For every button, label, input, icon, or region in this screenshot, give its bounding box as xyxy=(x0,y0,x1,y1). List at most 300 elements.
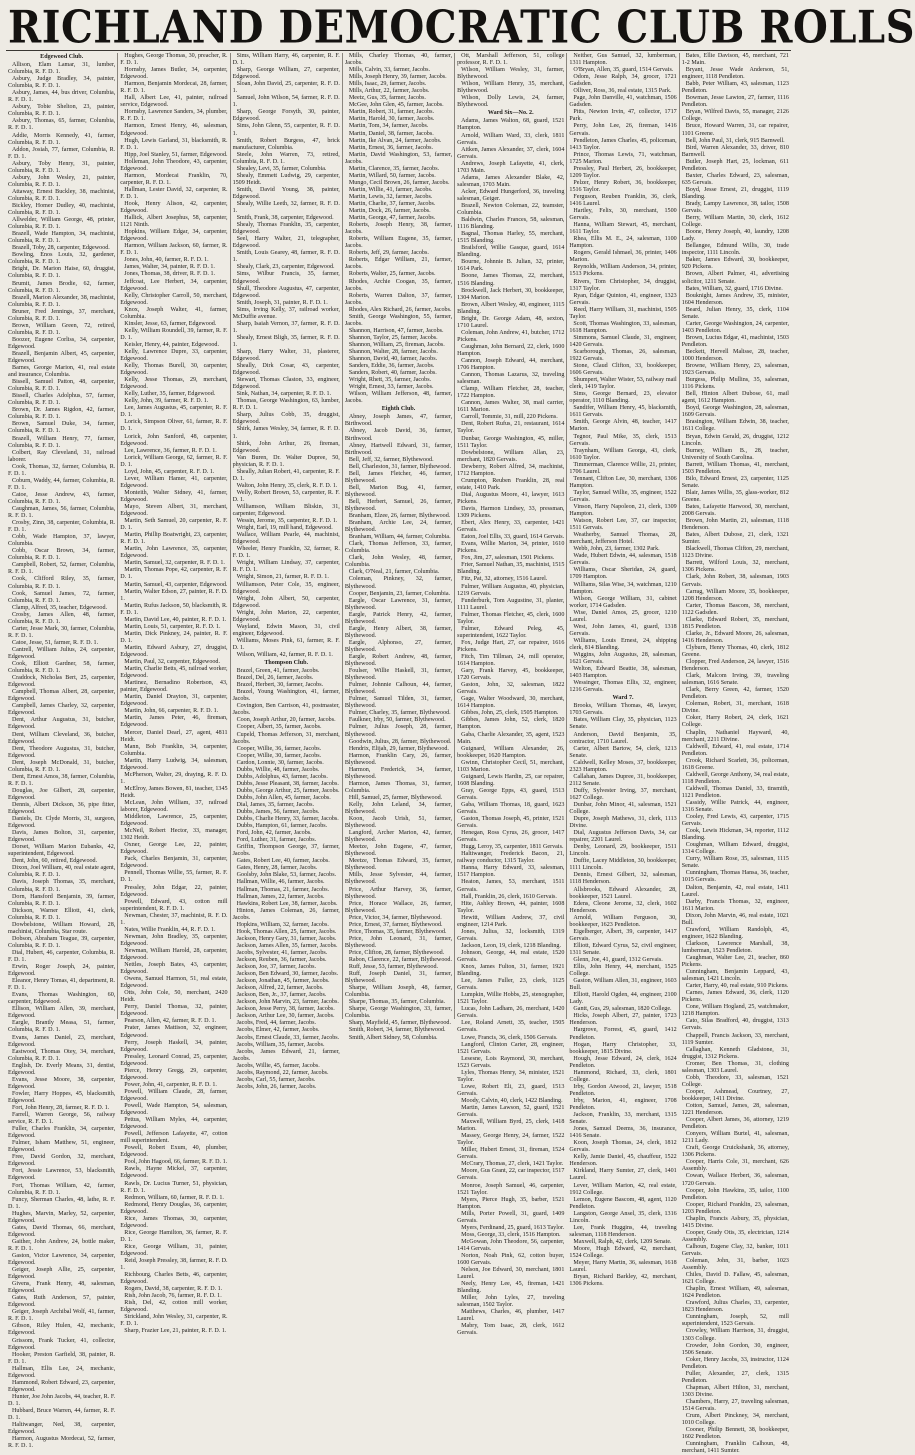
roll-entry: Griffin, Thompson George, 37, farmer, Jacobs. xyxy=(232,844,340,858)
roll-entry: Redmond, Henry Douglas, 36, carpenter, Edgewood. xyxy=(120,1201,228,1215)
roll-entry: Simmons, Samuel Claude, 31, engineer, 1420 Gervais. xyxy=(569,334,677,348)
roll-entry: Dowbelstone, William Allan, 23, merchant, 1820 Gervais. xyxy=(457,449,565,463)
roll-entry: Ruff, Joseph Daniel, 31, farmer, Blythewood. xyxy=(344,971,453,985)
roll-entry: Lee, Lawrence, 36, farmer, R. F. D. 1. xyxy=(124,447,217,454)
roll-entry: Cato, Silas Bradford, 40, druggist, 1313 Gervais. xyxy=(681,1018,789,1032)
roll-entry: Harmon, Franklin Cary, 26, farmer, Blythewood. xyxy=(344,752,453,766)
roll-entry: Bouknight, James Andrew, 35, minister, 1604 Henderson. xyxy=(681,292,789,306)
roll-entry: Martin, Ike Alvan, 24, farmer, Jacobs. xyxy=(348,137,442,144)
roll-entry: Bellangee, Edmund Willis, 30, trade inspector, 1111 Lincoln. xyxy=(681,243,789,257)
roll-entry: Craft, George Cruickshank, 36, attorney, 1306 Pickens. xyxy=(681,1145,789,1159)
roll-entry: Sanders, Robert, 40, farmer, Jacobs. xyxy=(348,370,437,377)
roll-entry: Ryan, Edgar Quinton, 41, engineer, 1323 Gervais. xyxy=(569,292,677,306)
roll-entry: Hughes, George Thomas, 30, preacher, R. F. D. 1. xyxy=(120,53,228,67)
roll-entry: Attaway, Ernest Buckley, 38, machinist, Columbia, R. F. D. 1. xyxy=(8,188,116,202)
roll-entry: Brasington, William Edwin, 38, teacher, 1611 College. xyxy=(681,419,789,433)
roll-column xyxy=(343,53,455,1041)
roll-entry: Hallick, Albert Josephus, 58, carpenter, 1121 Ninth. xyxy=(120,215,228,229)
roll-entry: Traynham, William Georga, 43, clerk, 1610 Taylor. xyxy=(569,447,677,461)
roll-entry: Jacobs, Sylvester, 41, farmer, Jacobs. xyxy=(236,949,328,956)
roll-entry: Cupeld, Thomas Jefferson, 31, merchant, Jacobs. xyxy=(232,731,340,745)
roll-entry: Dalton, Benjamin, 42, real estate, 1411 Laurel. xyxy=(681,884,789,898)
roll-entry: Smith, George Washington, 55, farmer, Jacobs. xyxy=(344,313,453,327)
roll-entry: Callaghan, Kenneth Gladstone, 31, druggist, 1312 Pickens. xyxy=(681,1046,789,1060)
roll-entry: Rawls, Dr. Lucius Turner, 51, physician, R. F. D. 1. xyxy=(120,1180,228,1194)
roll-entry: Coleman, Robert, 31, merchant, 1618 Divine. xyxy=(681,701,789,715)
roll-entry: Hicks, Joseph Albert, 27, painter, 1723 Henderson. xyxy=(569,1013,677,1027)
roll-entry: Fort, Thomas William, 42, farmer, Columbia, R. F. D. 1. xyxy=(8,1182,116,1196)
roll-entry: Branham, Elzee, 26, farmer, Blythewood. xyxy=(348,513,451,520)
roll-entry: Wright, John Albert, 50, carpenter, Edgewood. xyxy=(232,595,340,609)
roll-entry: Cooper, Grady Otis, 35, electrician, 1214 Assembly. xyxy=(681,1229,789,1243)
roll-entry: Barrett, William Thomas, 41, merchant, 1503 Pendleton. xyxy=(681,461,789,475)
roll-entry: Sharp, Frazier Lee, 21, painter, R. F. D. 1. xyxy=(124,1328,227,1335)
roll-entry: Evans, Willie Marion, 34, printer, 1610 Pickens. xyxy=(457,541,565,555)
roll-entry: Hugg, Leroy, 35, carpenter, 1811 Gervais. xyxy=(461,844,564,851)
roll-entry: Fulmer, Johnnie Calhoun, 44, farmer, Blythewood. xyxy=(344,682,453,696)
roll-entry: Carter, Thomas Bascom, 38, merchant, 1122 Gadsden. xyxy=(681,602,789,616)
roll-entry: Elliott, Edward Cyrus, 52, civil engineer, 1311 Senate. xyxy=(569,942,677,956)
roll-entry: Crosby, James Allen, 48, farmer, Columbia, R. F. D. 1. xyxy=(8,611,116,625)
roll-entry: Martin, Daniel, 38, farmer, Jacobs. xyxy=(348,130,434,137)
roll-entry: Richbourg, Charles Betts, 46, carpenter, Edgewood. xyxy=(120,1272,228,1286)
roll-entry: Miller, John Lyles, 27, traveling salesman, 1502 Taylor. xyxy=(457,1295,565,1309)
roll-entry: Cooper, Willie, 30, farmer, Jacobs. xyxy=(236,752,322,759)
roll-entry: Cooper, Richard Franklin, 23, salesman, 1203 Pendleton. xyxy=(681,1201,789,1215)
roll-entry: Webb, John, 23, farmer, 1302 Park. xyxy=(573,546,660,553)
roll-entry: Conyers, William Burtel, 41, salesman, 1211 Lady. xyxy=(681,1131,789,1145)
roll-entry: Dickson, Warner Elliott, 41, clerk, Columbia, R. F. D. 1. xyxy=(8,907,116,921)
roll-entry: Cooper, John Hawkins, 35, tailor, 1100 Pendleton. xyxy=(681,1187,789,1201)
roll-entry: Bissell, Samuel Patton, 48, carpenter, Columbia, R. F. D. 1. xyxy=(8,379,116,393)
roll-entry: Craddock, Nicholas Bert, 25, carpenter, Edgewood. xyxy=(8,675,116,689)
roll-entry: Jones, John, 40, farmer, R. F. D. 1. xyxy=(124,257,209,264)
roll-entry: Fulmer, Charley, 35, farmer, Blythewood. xyxy=(348,710,451,717)
roll-entry: Haltiwanger, Ned, 38, carpenter, Edgewood. xyxy=(8,1422,116,1436)
roll-entry: Hanna, Harry Edward, 33, salesman, 1517 Hampton. xyxy=(457,865,565,879)
roll-entry: Martin, Charlie, 37, farmer, Jacobs. xyxy=(348,200,436,207)
roll-entry: Chaplin, Ernest William, 49, salesman, 1624 Pendleton. xyxy=(681,1286,789,1300)
roll-entry: Jackson, Franklin, 33, merchant, 1315 Senate. xyxy=(569,1112,677,1126)
roll-entry: Harmon, William Jackson, 60, farmer, R. F. D. 1. xyxy=(120,243,228,257)
roll-entry: Anderson, David Benjamin, 35, contractor, 1710 Laurel. xyxy=(569,731,677,745)
roll-entry: Martin, Harold, 30, farmer, Jacobs. xyxy=(348,116,435,123)
roll-entry: Rish, Del, 42, cotton mill worker, Edgewood. xyxy=(120,1300,228,1314)
roll-entry: Kinsler, Jesse, 63, farmer, Edgewood. xyxy=(124,320,217,327)
roll-entry: Sims, George Bernard, 23, elevator operator, 1110 Blanding. xyxy=(569,391,677,405)
roll-entry: Martin, David Lee, 40, painter, R. F. D. 1. xyxy=(124,616,227,623)
roll-entry: Smith, Robert, 34, farmer, Blythewood. xyxy=(348,1027,446,1034)
roll-entry: Holleman, John Theodore, 43, carpenter, Edgewood. xyxy=(120,158,228,172)
roll-entry: Pettus, William Myles, 44, carpenter, Edgewood. xyxy=(120,1117,228,1131)
roll-entry: Rice, James Thomas, 30, carpenter, Edgewood. xyxy=(120,1215,228,1229)
roll-entry: Heaton, James, 53, merchant, 1511 Gervais. xyxy=(457,879,565,893)
roll-entry: Rice, George Hamilton, 36, farmer, R. F. D. 1. xyxy=(120,1229,228,1243)
roll-entry: Keisler, Henry, 44, painter, Edgewood. xyxy=(124,341,220,348)
roll-entry: McPherson, Walter, 29, draying, R. F. D. 1. xyxy=(120,771,228,785)
roll-entry: Price, Horace Wallace, 26, farmer, Blythewood. xyxy=(344,900,453,914)
roll-entry: Coker, Harry Robert, 24, clerk, 1621 College. xyxy=(681,715,789,729)
roll-entry: Eargle, Alphonso, 27, farmer, Blythewood. xyxy=(344,639,453,653)
roll-entry: Bagnal, Thomas Harley, 55, merchant, 1515 Blanding. xyxy=(457,231,565,245)
roll-entry: Dubbs, Hampton, 61, farmer, Jacobs. xyxy=(236,823,328,830)
roll-entry: Allison, Elam Lamar, 31, lumber, Columbia, R. F. D. 1. xyxy=(8,62,116,76)
roll-entry: Jackson, Leon, 19, clerk, 1218 Blanding. xyxy=(461,942,561,949)
roll-entry: Fitch, Tim Tillman, 24, mill operator, 1614 Hampton. xyxy=(457,653,565,668)
roll-entry: Fox, Jim, 27, salesman, 1501 Pickens. xyxy=(461,555,555,562)
roll-entry: Scarborough, Thomas, 26, salesman, 1922 Gervais. xyxy=(569,348,677,363)
roll-entry: Sims, William Harry, 46, carpenter, R. F. D. 1. xyxy=(232,53,340,67)
roll-entry: Coburn, Waddy, 44, farmer, Columbia, R. F. D. 1. xyxy=(8,477,116,491)
roll-entry: Brazel, Young Washington, 41, farmer, Jacobs. xyxy=(232,689,340,703)
roll-entry: Jackson, Arthur Lee, 30, farmer, Jacobs. xyxy=(236,1013,335,1020)
roll-entry: Dixon, John Marvin, 46, real estate, 1021 Bull. xyxy=(681,912,789,926)
roll-entry: Martin, Louis, 51, carpenter, R. F. D. 1. xyxy=(124,623,221,630)
roll-entry: Shealy, Clark, 23, carpenter, Edgewood. xyxy=(236,264,335,271)
roll-entry: Perry, John Lee, 26, fireman, 1416 Gervais. xyxy=(569,123,677,137)
roll-column xyxy=(6,53,118,1450)
roll-entry: Eargle, Henry Albert, 38, farmer, Blythewood. xyxy=(344,625,453,639)
roll-entry: Barrett, Wilford Louis, 32, merchant, 1306 Pickens. xyxy=(681,560,789,574)
page-headline: RICHLAND DEMOCRATIC CLUB ROLLS xyxy=(8,0,915,54)
roll-entry: Jones, Julius, 32, locksmith, 1319 Gervais. xyxy=(457,928,565,942)
roll-entry: Evans, Thomas Washington, 60, carpenter, Edgewood. xyxy=(8,992,116,1006)
roll-entry: Eargle, Brantly Measa, 51, farmer, Columbia, R. F. D. 1. xyxy=(8,1020,116,1034)
roll-entry: Rogers, Gerald Ishmael, 36, printer, 1406 Marion. xyxy=(569,250,677,264)
roll-entry: Shirk, James Wesley, 34, farmer, R. F. D. 1. xyxy=(232,426,340,440)
roll-entry: Bell, James Fletcher, 46, farmer, Blythewood. xyxy=(344,470,453,484)
roll-entry: Maxwell, Ralph, 42, clerk, 1209 Senate. xyxy=(573,1238,672,1245)
roll-entry: Brown, John Martin, 21, salesman, 1118 Henderson. xyxy=(681,518,789,532)
roll-entry: Jones, Thomas, 38, driver, R. F. D. 1. xyxy=(124,271,216,278)
roll-entry: Jackson, James Allen, 35, farmer, Jacobs. xyxy=(236,942,338,949)
roll-entry: O'Bryan, Allen, 35, guard, 1514 Gervais. xyxy=(573,67,674,74)
roll-entry: Watson, Robert Lee, 37, car inspector, 1511 Gervais. xyxy=(569,518,677,532)
roll-entry: Gibbes, James John, 52, clerk, 1820 Hampton. xyxy=(457,717,565,731)
roll-entry: Evans, Jesse Moore, 38, carpenter, Edgewood. xyxy=(8,1076,116,1090)
roll-entry: Jackson, Reuben, 36, farmer, Jacobs. xyxy=(236,957,327,963)
roll-entry: Price, Thomas, 35, farmer, Blythewood. xyxy=(348,928,447,935)
roll-entry: Clarke, Jr., Edward Moore, 26, salesman, 1416 Henderson. xyxy=(681,630,789,644)
roll-entry: Ott, Marshall Jefferson, 51, college professor, R. F. D. 1. xyxy=(457,53,565,67)
roll-entry: Williams, Oscar Sheridan, 24, guard, 1709 Hampton. xyxy=(569,567,677,581)
roll-entry: Myers, Ferdinand, 25, guard, 1613 Taylor. xyxy=(461,1224,565,1231)
roll-entry: Jacobs, Carl, 55, farmer, Jacobs. xyxy=(236,1076,316,1083)
roll-entry: Wright, Earl, 19, mill hand, Edgewood. xyxy=(236,525,333,532)
roll-entry: Dent, Ernest Amos, 38, farmer, Columbia, R. F. D. 1. xyxy=(8,773,116,787)
roll-entry: Brady, Lampy Lawrence, 38, tailor, 1508 Gervais. xyxy=(681,200,789,215)
roll-entry: Kelly, Thomas Burell, 30, carpenter, Edgewood. xyxy=(120,363,228,377)
roll-entry: Middleton, Lawrence, 25, carpenter, Edgewood. xyxy=(120,814,228,828)
roll-entry: Brown, Albert Wesley, 40, engineer, 1115 Blanding. xyxy=(457,301,565,315)
roll-entry: Sharp, Julius Cobb, 35, druggist, Edgewood. xyxy=(232,412,340,426)
roll-entry: Martin, Clarence, 35, farmer, Jacobs. xyxy=(348,165,440,172)
roll-entry: Catoe, Jesse, 51, farmer, R. F. D. 1. xyxy=(12,639,99,646)
roll-entry: Bowling, Enos Louis, 32, gardener, Columbia, R. F. D. 1. xyxy=(8,252,116,266)
roll-entry: Free, David Gordon, 32, merchant, Edgewood. xyxy=(8,1154,116,1168)
roll-entry: Lemon, Eugene Bascom, 48, agent, 1120 Pendleton. xyxy=(569,1196,677,1210)
roll-entry: Branham, Archie Lee, 24, farmer, Blythewood. xyxy=(344,520,453,534)
roll-entry: Roberts, Joseph Henry, 38, farmer, Jacobs. xyxy=(344,222,453,236)
roll-entry: Martin, David Washington, 53, farmer, Jacobs. xyxy=(344,151,453,165)
roll-entry: Crum, Albert Pinckney, 34, merchant, 1010 College. xyxy=(681,1413,789,1427)
roll-entry: Sharpe, Thomas, 35, farmer, Columbia. xyxy=(348,999,446,1006)
roll-entry: Shealy, Thomas Franklin, 35, carpenter, Edgewood. xyxy=(232,222,340,236)
roll-entry: Dorn, Hansford Benjamin, 39, farmer, Columbia, R. F. D. 1. xyxy=(8,893,116,907)
roll-entry: Cantrell, William Julius, 24, carpenter, Edgewood. xyxy=(8,646,116,660)
roll-entry: Knox, Joseph Walter, 41, farmer, Columbia. xyxy=(120,306,228,320)
roll-entry: Boyd, George Washington, 28, salesman, 1609 Gervais. xyxy=(681,405,789,419)
roll-entry: Carnes, James Edward, 36, clerk, 1120 Pickens. xyxy=(681,990,789,1004)
roll-entry: Clamp, Alfred, 35, teacher, Edgewood. xyxy=(12,604,108,611)
roll-entry: Bissell, Charles Adolphus, 57, farmer, Columbia, R. F. D. 1. xyxy=(8,393,116,407)
roll-entry: Lyles, Thomas Henry, 34, minister, 1521 Taylor. xyxy=(457,1069,565,1083)
roll-entry: Sink, Nathan, 34, carpenter, R. F. D. 1. xyxy=(236,391,332,398)
roll-entry: Hammond, Robert Edward, 23, carpenter, Edgewood. xyxy=(8,1379,116,1393)
roll-entry: Brazell, Newton Coleman, 22, teamster, Columbia. xyxy=(457,202,565,217)
roll-entry: Strickland, John Wesley, 31, carpenter, R. F. D. 1. xyxy=(120,1314,228,1328)
roll-entry: Dial, Augustus Moore, 41, lawyer, 1613 Pickens. xyxy=(457,491,565,505)
roll-entry: Martinez, Bernadino Robertson, 43, painter, Edgewood. xyxy=(120,680,228,694)
roll-entry: Smith, Robert Burgess, 47, brick manufacturer, Columbia. xyxy=(232,137,340,151)
roll-entry: Erwin, Roger Joseph, 24, painter, Edgewood. xyxy=(8,964,116,978)
roll-entry: Harmon, Benjamin Mordecai, 28, farmer, R. F. D. 1. xyxy=(120,81,228,95)
roll-entry: Bruner, Fred Jennings, 37, merchant, Columbia, R. F. D. 1. xyxy=(8,308,116,322)
roll-entry: Asbury, Toby Henry, 31, painter, Columbia, R. F. D. 1. xyxy=(8,160,116,174)
roll-entry: Chaplin, Francis Asbury, 35, physician, 1415 Divine. xyxy=(681,1215,789,1229)
roll-entry: Shealy, Emmett Ludwig, 29, carpenter, 1509 Heidt. xyxy=(232,172,340,186)
roll-entry: Baldwin, Charles Frances, 58, salesman, 1116 Blanding. xyxy=(457,217,565,231)
roll-entry: Clarkson, Lawrence Marshall, 38, lumberman, 1523 Pendleton. xyxy=(681,940,789,954)
roll-entry: Abney, Hartwell Edward, 31, farmer, Birthwood. xyxy=(344,442,453,456)
roll-entry: Fuller, Alexander, 27, clerk, 1315 Pendleton. xyxy=(681,1370,789,1384)
roll-entry: Gwinn, Christopher Cecil, 51, merchant, 1103 Marion. xyxy=(457,759,565,773)
roll-entry: Sheally, Dirk Cosar, 43, carpenter, Edgewood. xyxy=(232,363,340,377)
roll-entry: Asbury, James, 44, bus driver, Columbia, R. F. D. 1. xyxy=(8,90,116,104)
roll-entry: Eargle, Patrick Henry, 42, farmer, Blythewood. xyxy=(344,611,453,625)
roll-entry: Elliott, Harold Ogden, 44, engineer, 2100 Lady. xyxy=(569,992,677,1006)
roll-entry: Mann, Bob Franklin, 34, carpenter, Columbia. xyxy=(120,743,228,757)
roll-entry: Campbell, James Charley, 32, carpenter, Edgewood. xyxy=(8,703,116,717)
roll-entry: Brazel, Del, 26, farmer, Jacobs. xyxy=(236,675,314,682)
roll-entry: Powell, Robert Exum, 40, plumber, Edgewood. xyxy=(120,1145,228,1159)
roll-entry: Martin, Samuel, 43, carpenter, Edgewood. xyxy=(124,581,228,588)
roll-entry: Jacobs, Ernest Claude, 33, farmer, Jacobs. xyxy=(236,1034,340,1041)
roll-entry: Carrag, William Moore, 35, bookkeeper, 1208 Henderson. xyxy=(681,588,789,602)
roll-entry: Kirkland, Harry Sumter, 27, clerk, 1401 Laurel. xyxy=(569,1168,677,1182)
roll-column xyxy=(680,53,791,1455)
roll-column xyxy=(118,53,230,1335)
roll-entry: Pressley, Paul Herbert, 26, bookkeeper, 1209 Taylor. xyxy=(569,165,677,179)
roll-entry: Hallman, James, 22, farmer, Jacobs. xyxy=(236,893,325,900)
roll-entry: Scott, Thomas Washington, 33, salesman, 1618 Hampton. xyxy=(569,320,677,334)
roll-entry: Bryant, Jesse Wade Anderson, 51, engineer, 1118 Pendleton. xyxy=(681,67,789,81)
roll-entry: Maxwell, William Byrd, 25, clerk, 1418 Marion. xyxy=(457,1119,565,1133)
roll-entry: Odom, Jesse Ralph, 34, grocer, 1721 Gadsden. xyxy=(569,74,677,88)
roll-entry: Burgess, Philip Mullins, 35, salesman, 1116 Pickens. xyxy=(681,377,789,391)
roll-entry: Van Buren, Dr. Walter Dupree, 50, physician, R. F. D. 1. xyxy=(232,454,340,468)
roll-entry: Asbury, Tobie Shelton, 23, painter, Columbia, R. F. D. 1. xyxy=(8,104,116,118)
roll-entry: Cooper, Willie, 36, farmer, Jacobs. xyxy=(236,745,322,752)
roll-entry: Dubbs, James, 56, farmer, Jacobs. xyxy=(236,809,320,816)
roll-entry: Brazell, Benjamin Albert, 45, carpenter, Edgewood. xyxy=(8,350,116,365)
roll-entry: Wiggins, John Augustus, 28, salesman, 1621 Gervais. xyxy=(569,651,677,666)
roll-entry: Irby, Gordon Atwood, 21, lawyer, 1518 Pendleton. xyxy=(569,1083,677,1097)
roll-entry: Hallman, Thomas, 21, farmer, Jacobs. xyxy=(236,886,330,893)
club-heading: Eighth Club. xyxy=(381,406,416,413)
roll-entry: Asbury, Judge Bradley, 34, painter, Columbia, R. F. D. 1. xyxy=(8,76,116,90)
roll-entry: Brazel, Herbert, 30, farmer, Jacobs. xyxy=(236,682,324,689)
roll-entry: Boone, Henry Joseph, 40, laundry, 1208 Lady. xyxy=(681,229,789,243)
roll-entry: Welton, Edward Beattie, 38, salesman, 1403 Hampton. xyxy=(569,666,677,680)
roll-entry: Cunningham, Benjamin Leppard, 43, salesman, 1421 Lincoln. xyxy=(681,969,789,983)
roll-entry: Meyer, Harry Martin, 36, salesman, 1618 Laurel. xyxy=(569,1260,677,1274)
roll-entry: Coon, Joseph Arthur, 20, farmer, Jacobs. xyxy=(236,717,336,724)
roll-entry: Baker, James Edward, 30, bookkeeper, 920 Pickens. xyxy=(681,257,789,271)
roll-entry: Beard, Julian Henry, 35, clerk, 1104 Senate. xyxy=(681,306,789,320)
roll-entry: Shannon, Harrison, 47, farmer, Jacobs. xyxy=(348,327,444,334)
roll-entry: Jackson, John Marvin, 23, farmer, Jacobs. xyxy=(236,999,339,1006)
roll-entry: Dorset, William Marion Eubanks, 42, superintendent, Edgewood. xyxy=(8,844,116,858)
roll-entry: Campbell, Robert, 52, farmer, Columbia, R. F. D. 1. xyxy=(8,562,116,576)
roll-entry: Calhoun, Eugene Clay, 32, banker, 1011 Gervais. xyxy=(681,1243,789,1257)
roll-entry: Cunningham, Franklin Calhoun, 48, merchant, 1411 Sumter. xyxy=(681,1441,789,1455)
roll-entry: Bryan, Richard Barkley, 42, merchant, 1306 Pickens. xyxy=(569,1274,677,1288)
roll-entry: Hook, Henry Alison, 42, carpenter, Edgewood. xyxy=(120,200,228,215)
roll-entry: Langford, Clinton Carter, 28, engineer, 1521 Gervais. xyxy=(457,1041,565,1055)
roll-entry: Martin, Edward Asbury, 27, druggist, Edgewood. xyxy=(120,644,228,658)
roll-entry: Gaston, Thomas Joseph, 45, printer, 1521 Gervais. xyxy=(457,816,565,830)
roll-entry: Price, Ernest, 37, farmer, Blythewood. xyxy=(348,921,443,928)
roll-entry: Rogers, David, 38, carpenter, R. F. D. 1. xyxy=(124,1286,223,1293)
roll-entry: Rawls, Hayne Mickel, 37, carpenter, Edgewood. xyxy=(120,1166,228,1180)
roll-entry: Massey, George Henry, 24, farmer, 1522 Taylor. xyxy=(457,1133,565,1147)
roll-entry: McCrary, Thomas, 27, clerk, 1421 Taylor. xyxy=(461,1161,564,1168)
roll-entry: Lorick, John Sanford, 48, carpenter, Edgewood. xyxy=(120,433,228,447)
roll-entry: Fulmer, William Augustus, 40, physician, 1219 Gervais. xyxy=(457,583,565,597)
roll-entry: Dubbs, John Allen, 45, farmer, Jacobs. xyxy=(236,794,331,801)
roll-entry: Sharpe, George Washington, 33, farmer, Columbia. xyxy=(344,1006,453,1020)
roll-entry: Hornsby, Lawrence Sanders, 34, plumber, R. F. D. 1. xyxy=(120,109,228,123)
roll-entry: Cooper, Harris Cole, 31, merchant, 626 Assembly. xyxy=(681,1159,789,1173)
roll-entry: West, John James, 41, guard, 1318 Gervais. xyxy=(569,623,677,637)
roll-entry: Roberts, William Eugene, 35, farmer, Jacobs. xyxy=(344,236,453,250)
roll-entry: Cobb, Wade Hampton, 37, lawyer, Columbia. xyxy=(8,534,116,548)
roll-entry: Davis, James Bolton, 31, carpenter, Edgewood. xyxy=(8,830,116,844)
roll-entry: Lee, James Augustus, 45, carpenter, R. F. D. 1. xyxy=(120,405,228,419)
roll-entry: Bell, Marion Bug, 41, farmer, Blythewood. xyxy=(344,484,453,498)
roll-entry: Ford, Luther, 31, farmer, Jacobs. xyxy=(236,837,317,844)
roll-entry: Cooper, Ashmead, Courtney, 27, bookkeeper, 1411 Divine. xyxy=(681,1088,789,1102)
roll-entry: Wallace, William Pearle, 44, machinist, Edgewood. xyxy=(232,532,340,546)
roll-entry: Funderburk, Tom Augustine, 31, planter, 1111 Laurel. xyxy=(457,597,565,611)
roll-entry: Cook, Clifford Riley, 35, farmer, Columbia, R. F. D. 1. xyxy=(8,576,116,590)
roll-entry: Mills, Jesse Sylvester, 44, farmer, Blythewood. xyxy=(344,872,453,886)
roll-entry: McLean, John William, 37, railroad laborer, Edgewood. xyxy=(120,799,228,814)
roll-entry: Martin, Willie, 41, farmer, Jacobs. xyxy=(348,186,433,193)
roll-entry: Evans, James Daniel, 23, merchant, Edgewood. xyxy=(8,1034,116,1048)
roll-entry: Martin, James Peter, 46, fireman, Edgewood. xyxy=(120,715,228,729)
roll-entry: Crumpton, Reuben Franklin, 28, real estate, 1410 Park. xyxy=(457,477,565,491)
roll-entry: Smith, Frank, 38, carpenter, Edgewood. xyxy=(236,215,334,222)
roll-entry: Mabry, Tom Isaac, 28, clerk, 1612 Gervais. xyxy=(457,1323,565,1337)
roll-entry: Dewberry, Robert Alfred, 34, machinist, 1712 Hampton. xyxy=(457,463,565,477)
roll-entry: Meetz, Gus, 35, farmer, Jacobs. xyxy=(348,95,426,102)
roll-entry: Kelly, Lawrence Dupre, 33, carpenter, Edgewood. xyxy=(120,348,228,363)
roll-entry: Wilson, Dolly Lewis, 24, farmer, Blythewood. xyxy=(457,95,565,109)
roll-entry: Lever, William Marion, 42, real estate, 1912 College. xyxy=(569,1182,677,1196)
roll-entry: Rice, George William, 31, painter, Edgewood. xyxy=(120,1243,228,1257)
roll-entry: Gaston, John, 32, salesman, 1822 Gervais. xyxy=(457,682,565,696)
roll-entry: Smith, Louis Gearey, 48, farmer, R. F. D. 1. xyxy=(232,250,340,264)
roll-entry: Newman, Chester, 37, machinist, R. F. D. 1. xyxy=(120,912,228,926)
roll-entry: Newman, John Bradley, 35, carpenter, Edgewood. xyxy=(120,933,228,947)
roll-entry: Clark, John Robert, 38, salesman, 1903 Gervais. xyxy=(681,574,789,588)
roll-entry: Gates, Robert Lee, 40, farmer, Jacobs. xyxy=(236,858,330,865)
roll-entry: Jones, Samuel Deems, 36, insurance, 1416 Senate. xyxy=(569,1126,677,1140)
roll-entry: Gates, Ruth Anderson, 57, painter, Edgewood. xyxy=(8,1295,116,1309)
roll-entry: Jackson, Jonathan, 45, farmer, Jacobs. xyxy=(236,978,330,985)
roll-entry: Lorick, Simpson Oliver, 61, farmer, R. F. D. 1. xyxy=(120,419,228,433)
roll-entry: Williams, Silas Wise, 34, watchman, 1210 Hampton. xyxy=(569,581,677,595)
roll-entry: Duffie, Lacey Middleton, 30, bookkeeper, 1111 Lincoln. xyxy=(569,858,677,872)
roll-entry: Ellis, John Henry, 44, merchant, 1525 College. xyxy=(569,964,677,978)
roll-entry: Eigelberger, Albert, 39, carpenter, 1417 Gervais. xyxy=(569,928,677,942)
roll-entry: Pressley, John Edgar, 22, painter, Edgewood. xyxy=(120,884,228,898)
roll-entry: Branham, William, 44, farmer, Columbia. xyxy=(348,534,451,541)
roll-entry: Williams, Louis Ernest, 24, shipping clerk, 814 Blanding. xyxy=(569,637,677,651)
roll-entry: Sheally, Julian Robert, 41, carpenter, R. F. D. 1. xyxy=(232,468,340,482)
roll-columns xyxy=(6,53,791,1455)
roll-entry: Pearson, Allen, 42, farmer, R. F. D. 1. xyxy=(124,1018,217,1025)
roll-entry: Goodwin, Julius, 28, farmer, Blythewood. xyxy=(348,738,452,745)
roll-entry: Carter, Harry, 40, real estate, 910 Pickens. xyxy=(685,983,789,990)
roll-entry: Hawkins, Robert Lee, 38, farmer, Jacobs. xyxy=(236,900,338,907)
roll-entry: Dent, Joseph McDonald, 31, butcher, Columbia, R. F. D. 1. xyxy=(8,759,116,773)
roll-entry: Shannon, William, 25, fireman, Jacobs. xyxy=(348,341,445,348)
roll-entry: Mills, Isaac, 29, farmer, Jacobs. xyxy=(348,81,427,88)
roll-entry: Powell, Edward, 43, cotton mill superintendent, R. F. D. 1. xyxy=(120,898,228,912)
roll-entry: Jacobs, James Edward, 21, farmer, Jacobs. xyxy=(232,1048,340,1062)
roll-entry: Jacobs, Raymond, 22, farmer, Jacobs. xyxy=(236,1069,329,1076)
roll-entry: Hooker, Preston Garfield, 38, painter, R. F. D. 1. xyxy=(8,1351,116,1365)
roll-entry: Martin, Dick Pinkney, 24, painter, R. F. D. 1. xyxy=(120,630,228,644)
roll-entry: Bell, Charleston, 31, farmer, Blythewood. xyxy=(348,463,451,470)
roll-entry: Welly, Robert Brown, 53, carpenter, R. F. D. 1. xyxy=(232,489,340,503)
roll-entry: Jackson, Ben, Jr., 37, farmer, Jacobs. xyxy=(236,992,327,999)
roll-entry: Kelly, William Roundell, 39, farmer, R. F. D. 1. xyxy=(120,327,228,341)
roll-entry: Bright, Dr. Marion Haise, 60, druggist, Columbia, R. F. D. 1. xyxy=(8,266,116,280)
roll-entry: Carroll, Tommie, 31, mill, 220 Pickens. xyxy=(461,414,558,421)
roll-entry: Eargle, Robert Andrew, 48, farmer, Blythewood. xyxy=(344,653,453,668)
roll-entry: Wilson, William Wesley, 31, farmer, Blythewood. xyxy=(457,67,565,81)
roll-entry: Cooper, Albert, 35, farmer, Jacobs. xyxy=(236,724,322,731)
roll-entry: Mercer, Daniel Dearl, 27, agent, 4811 Heidt. xyxy=(120,729,228,743)
roll-entry: Douglas, Joe Gilbert, 28, carpenter, Edgewood. xyxy=(8,787,116,801)
roll-entry: Hite, Ashley Brown, 44, painter, 1608 Taylor. xyxy=(457,900,565,914)
roll-entry: Dubbs, Charlie Henry, 33, farmer, Jacobs. xyxy=(236,816,339,823)
roll-entry: Smith, Albert Sidney, 58, Columbia. xyxy=(348,1034,438,1041)
roll-entry: Hartley, Felix, 30, merchant, 1500 Gervais. xyxy=(569,208,677,222)
roll-entry: Harmon, Mordecai Franklin, 70, carpenter, R. F. D. 1. xyxy=(120,172,228,186)
roll-entry: Cook, Thomas, 32, farmer, Columbia, R. F. D. 1. xyxy=(8,463,116,477)
roll-entry: Denby, Leonard, 29, bookkeeper, 1511 Lincoln. xyxy=(569,844,677,858)
roll-entry: Brown, Dr. James Rigdon, 42, farmer, Columbia, R. F. D. 1. xyxy=(8,407,116,421)
roll-entry: Martin, Charlie Betts, 45, railroad worker, Edgewood. xyxy=(120,666,228,680)
roll-entry: Hargrove, Forrest, 45, guard, 1412 Pendleton. xyxy=(569,1027,677,1041)
roll-entry: Baxter, Charles Edward, 23, salesman, 635 Gervais. xyxy=(681,172,789,186)
roll-entry: Wilson, William, 42, farmer, R. F. D. 1. xyxy=(236,651,333,658)
